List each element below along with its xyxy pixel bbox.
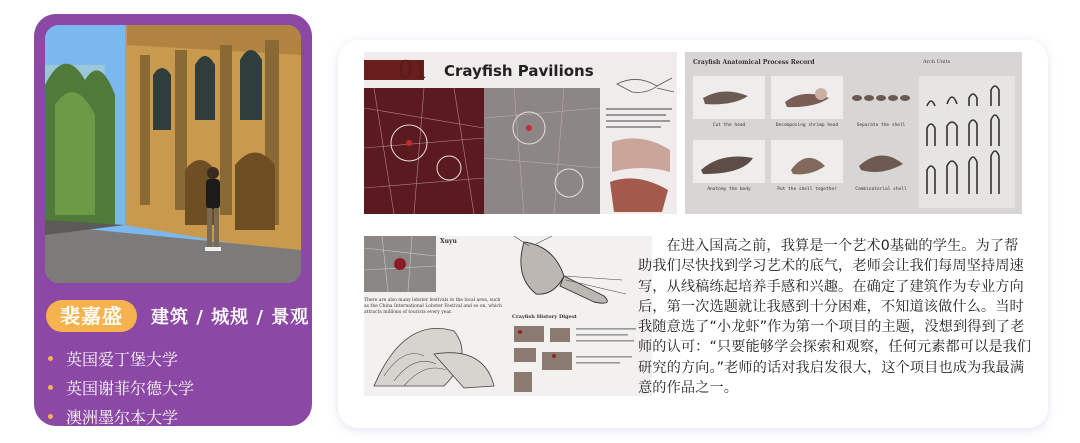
- crayfish-photo-icon: [771, 140, 843, 183]
- anatomy-step-image: [693, 76, 765, 119]
- xuyu-history-title: Crayfish History Digest: [512, 314, 577, 320]
- pavilions-title: Crayfish Pavilions: [444, 62, 594, 80]
- arch-units-icon: [919, 76, 1015, 208]
- bullet-dot-icon: [48, 356, 53, 361]
- university-list: [48, 344, 194, 426]
- list-item: [48, 344, 194, 373]
- list-item: [48, 373, 194, 402]
- anatomy-step-label: Cut the head: [712, 123, 746, 128]
- bullet-dot-icon: [48, 414, 53, 419]
- crayfish-photo-icon: [693, 140, 765, 183]
- site-map-icon: [364, 88, 600, 214]
- anatomy-step-label: Put the shell together: [777, 187, 837, 192]
- university-name: 英国爱丁堡大学: [66, 350, 179, 369]
- crayfish-sketch-icon: [602, 72, 677, 214]
- portfolio-panel: [338, 40, 1048, 428]
- xuyu-label: Xuyu: [440, 238, 457, 245]
- anatomy-step-image: [845, 140, 917, 183]
- artwork-anatomical-process: [685, 52, 1022, 214]
- shell-segments-icon: [845, 76, 917, 119]
- bullet-dot-icon: [48, 385, 53, 390]
- student-name-badge: 裴嘉盛: [46, 300, 137, 332]
- anatomy-step-label: Separate the shell: [856, 123, 906, 128]
- anatomy-step-label: Decomposing shrimp head: [775, 123, 839, 128]
- anatomy-step-image: [771, 140, 843, 183]
- anatomy-subtitle: Arch Units: [923, 59, 951, 65]
- major-label: 建筑 / 城规 / 景观: [151, 307, 310, 328]
- project-story-text: 在进入国高之前，我算是一个艺术0基础的学生。为了帮助我们尽快找到学习艺术的底气，老师会让我们每周坚持周速写，从线稿练起培养手感和兴趣。在确定了建筑作为专业方向后，第一次选题就让我感到十分困难，不知道该做什么。当时我随意选了“小龙虾”作为第一个项目的主题，没想到得到了老师的认可：“只要能够学会探索和观察，任何元素都可以是我们研究的方向。”老师的话对我启发很大，这个项目也成为我最满意的作品之一。: [638, 238, 1032, 397]
- anatomy-step-image: [845, 76, 917, 119]
- crayfish-photo-icon: [771, 76, 843, 119]
- university-name: 澳洲墨尔本大学: [66, 408, 179, 426]
- crayfish-drawing-icon: [364, 236, 652, 396]
- anatomy-title: Crayfish Anatomical Process Record: [693, 59, 815, 66]
- artwork-xuyu-study: [364, 236, 652, 396]
- name-row: [46, 299, 309, 333]
- arch-units-panel: [919, 76, 1015, 208]
- list-item: [48, 402, 194, 426]
- profile-photo: [45, 25, 301, 283]
- shell-assembly-icon: [845, 140, 917, 183]
- profile-card: [34, 14, 312, 426]
- anatomy-step-image: [771, 76, 843, 119]
- crayfish-photo-icon: [693, 76, 765, 119]
- anatomy-step-label: Anatomy the body: [707, 187, 751, 192]
- artwork-crayfish-pavilions: [364, 52, 677, 214]
- anatomy-step-label: Combinatorial shell: [855, 187, 907, 192]
- xuyu-caption: There are also many lobster festivals in the local area, such as the China International Lobster Festival and so on, which attracts millions of tourists every year.: [364, 298, 502, 315]
- anatomy-step-image: [693, 140, 765, 183]
- pavilions-number: 01: [398, 56, 429, 84]
- person-portrait-photo-icon: [45, 25, 301, 283]
- university-name: 英国谢菲尔德大学: [66, 379, 195, 398]
